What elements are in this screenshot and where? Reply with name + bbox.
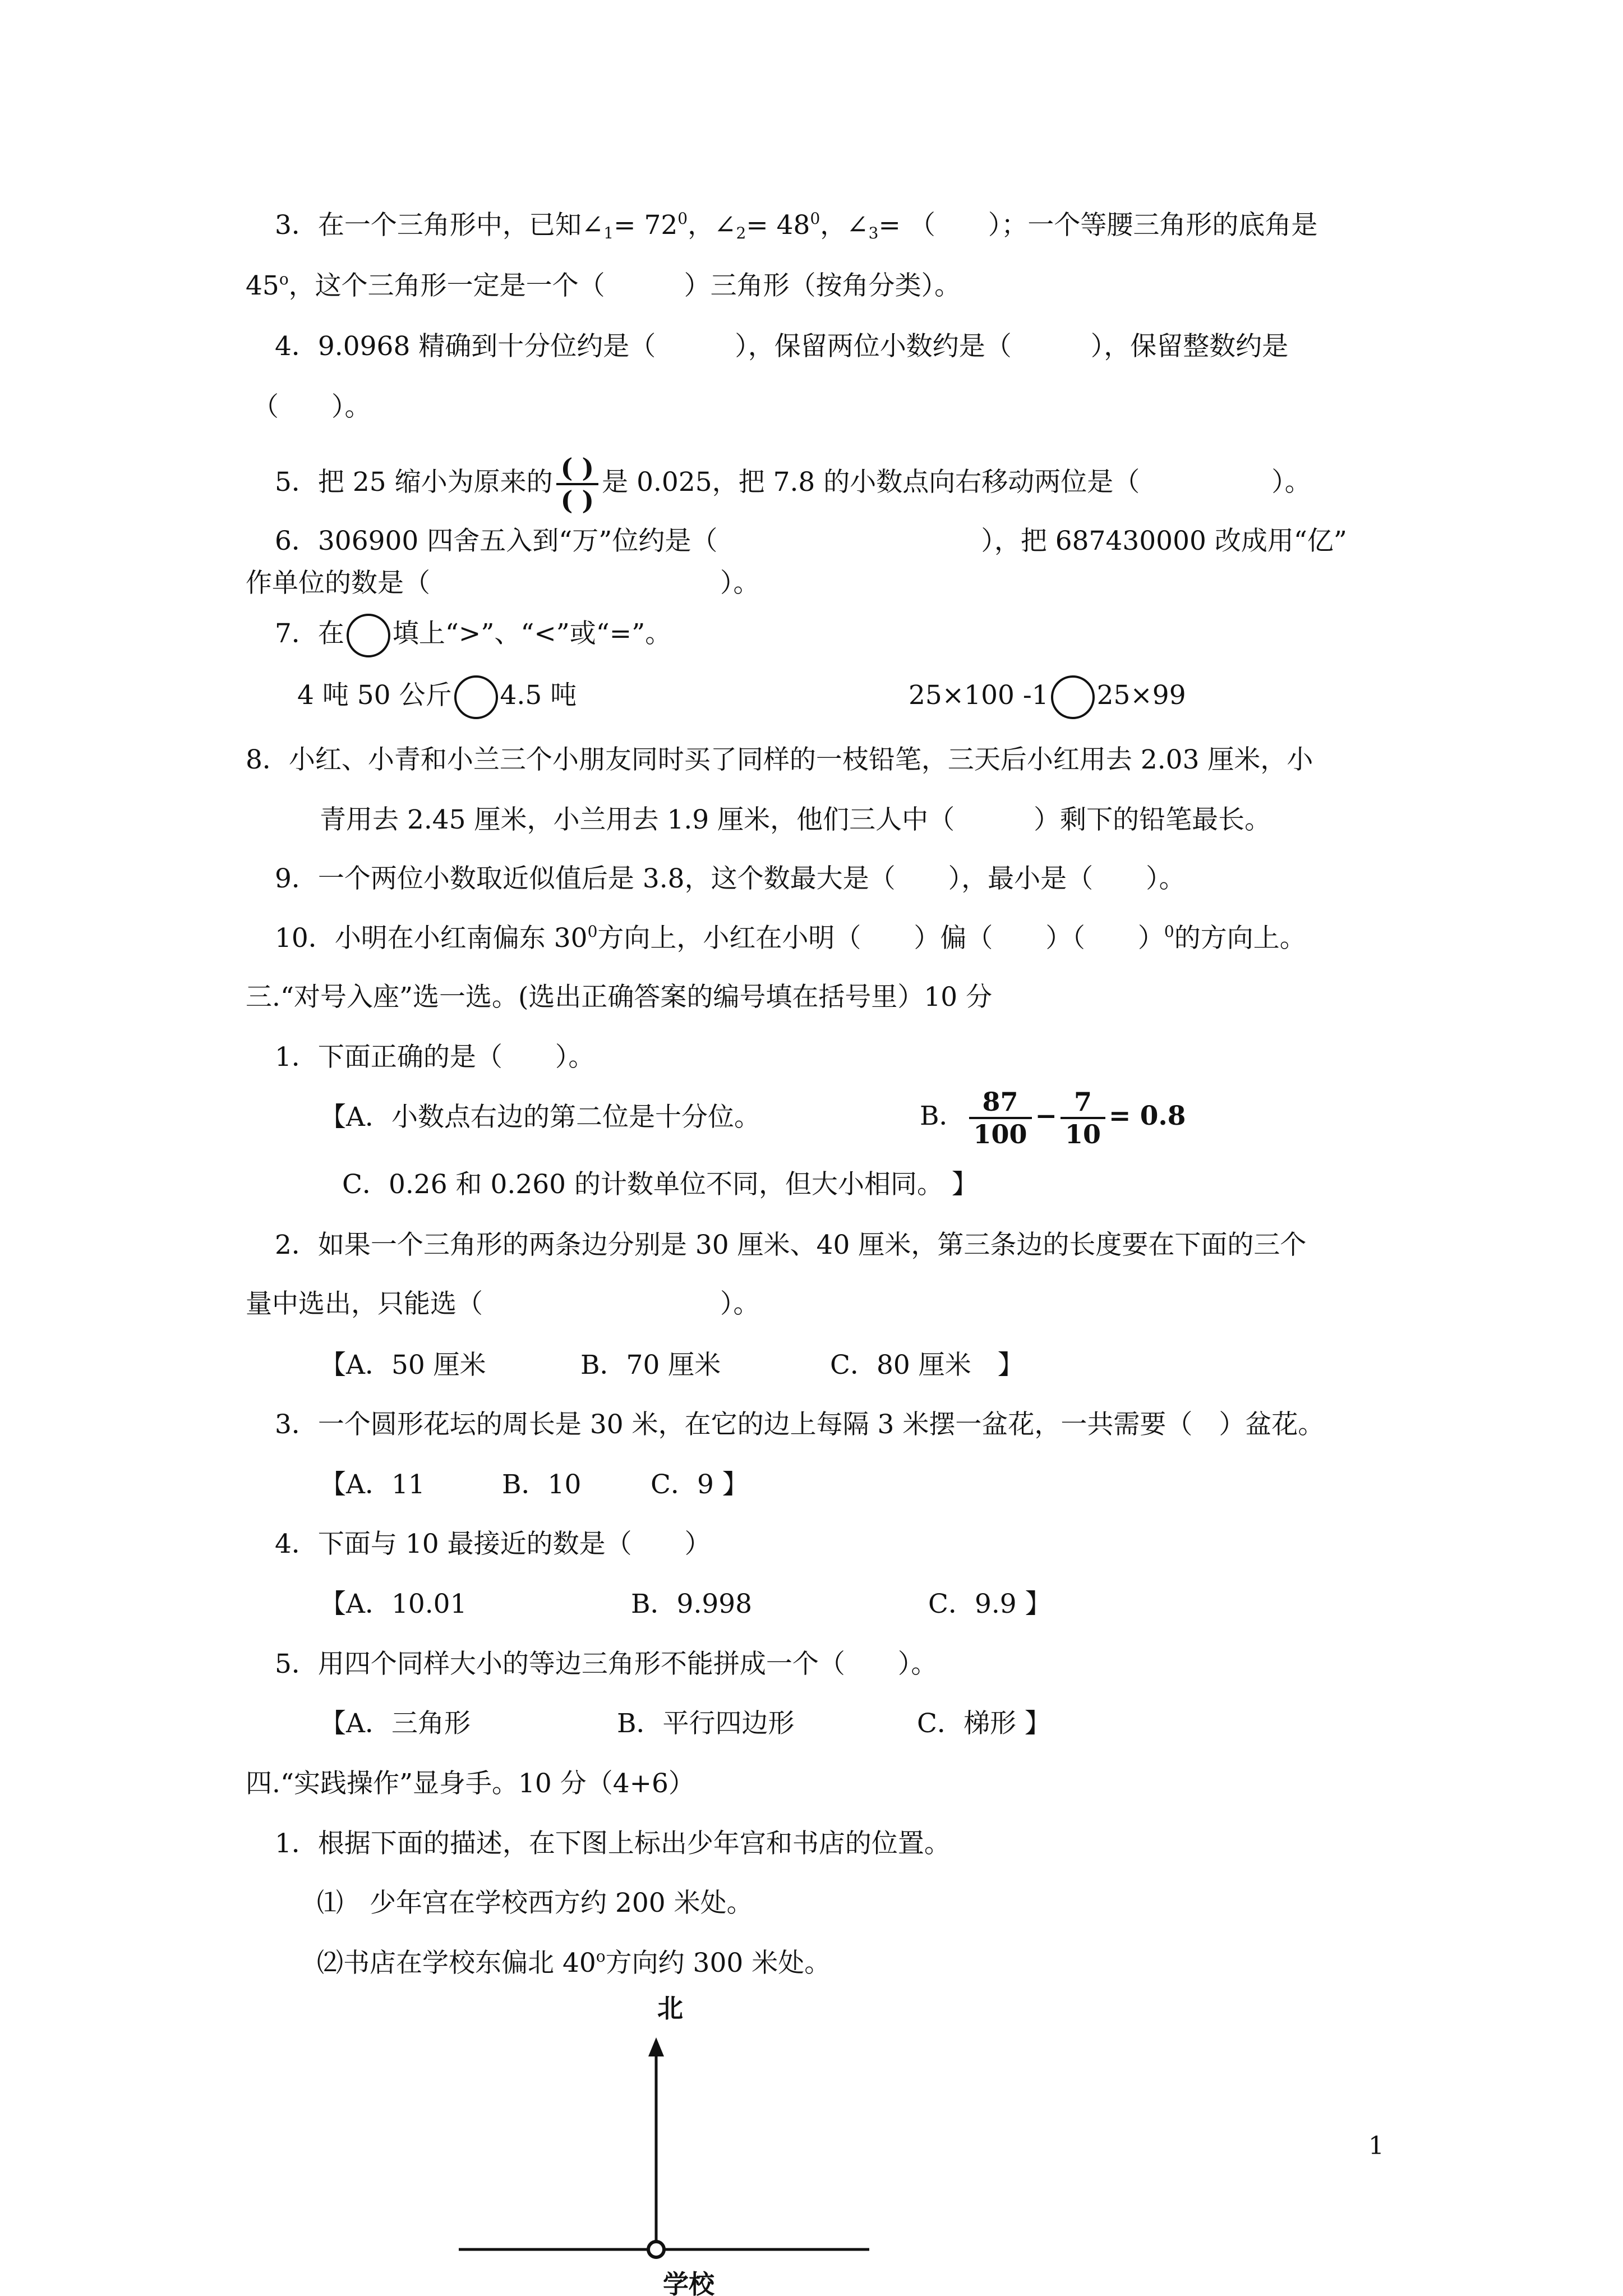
fraction-7-10: $\frac{7}{10}$	[1061, 1089, 1105, 1147]
q3-item1-optC: C．0.26 和 0.260 的计数单位不同，但大小相同。 】	[342, 1169, 978, 1200]
q3-item2-optC: C．80 厘米 】	[830, 1350, 1024, 1381]
q3-item4-optC: C．9.9 】	[928, 1589, 1052, 1619]
q3-item5-optA: 【A．三角形	[320, 1708, 471, 1739]
north-arrow-icon	[648, 2037, 664, 2056]
q3-item2-line1: 2．如果一个三角形的两条边分别是 30 厘米、40 厘米，第三条边的长度要在下面的三个	[275, 1230, 1307, 1260]
q2-item7-stem: 7．在 填上“>”、“<”或“=”。	[275, 611, 671, 657]
north-label: 北	[657, 1993, 683, 2023]
q3-item1-stem: 1．下面正确的是（ ）。	[275, 1042, 595, 1073]
q3-item3-optA: 【A．11	[320, 1469, 425, 1500]
section-3-heading: 三.“对号入座”选一选。(选出正确答案的编号填在括号里）10 分	[246, 982, 993, 1013]
q2-item4-line1: 4．9.0968 精确到十分位约是（ ），保留两位小数约是（ ），保留整数约是	[275, 331, 1289, 362]
q2-item4-line2: （ ）。	[252, 392, 371, 422]
q2-item7-compare-2: 25×100 -1 25×99	[909, 673, 1186, 719]
q2-item7-compare-1: 4 吨 50 公斤 4.5 吨	[297, 673, 577, 719]
fraction-87-100: $\frac{87}{100}$	[969, 1089, 1032, 1147]
compare-circle-icon	[454, 675, 498, 719]
q2-item8-line1: 8．小红、小青和小兰三个小朋友同时买了同样的一枝铅笔，三天后小红用去 2.03 厘米，小	[246, 744, 1313, 775]
q2-item3-line2: 45$^o$，这个三角形一定是一个（ ）三角形（按角分类）。	[246, 270, 961, 301]
q2-item8-line2: 青用去 2.45 厘米，小兰用去 1.9 厘米，他们三人中（ ）剩下的铅笔最长。	[320, 804, 1271, 835]
q3-item3-optC: C．9 】	[651, 1469, 749, 1500]
compare-circle-icon	[1051, 675, 1095, 719]
school-label: 学校	[663, 2269, 714, 2296]
school-point-icon	[648, 2242, 664, 2257]
q2-item6-line2: 作单位的数是（ ）。	[246, 568, 760, 599]
q3-item5-optC: C．梯形 】	[917, 1708, 1051, 1739]
q4-item1-point2: ⑵书店在学校东偏北 40$^o$方向约 300 米处。	[317, 1947, 831, 1978]
q2-item3-line1: 3．在一个三角形中，已知$\angle_1= 72^0$，$\angle_2= 48^0$，$\angle_3=$ （ ）；一个等腰三角形的底角是	[275, 209, 1318, 242]
compare-circle-icon	[347, 614, 390, 657]
q3-item3-stem: 3．一个圆形花坛的周长是 30 米，在它的边上每隔 3 米摆一盆花，一共需要（ ）盆花。	[275, 1409, 1325, 1440]
q3-item5-stem: 5．用四个同样大小的等边三角形不能拼成一个（ ）。	[275, 1649, 938, 1680]
q3-item2-optB: B．70 厘米	[580, 1350, 721, 1381]
q3-item4-optA: 【A．10.01	[320, 1589, 467, 1619]
q3-item3-optB: B．10	[502, 1469, 582, 1500]
q4-item1-point1: ⑴ 少年宫在学校西方约 200 米处。	[317, 1888, 753, 1918]
q2-item10: 10．小明在小红南偏东 $30^0$方向上，小红在小明（ ）偏（ ）（ ）$^0$的方向上。	[275, 922, 1306, 954]
q2-item5: 5．把 25 缩小为原来的 $\frac{( )}{( )}$ 是 0.025，把 7.8 的小数点向右移动两位是（ ）。	[275, 453, 1311, 516]
q3-item1-optB: B． $\frac{87}{100}$ − $\frac{7}{10}$ = 0.8	[920, 1087, 1186, 1149]
q2-item6-line1: 6．306900 四舍五入到“万”位约是（ ），把 687430000 改成用“亿”	[275, 526, 1347, 556]
q3-item2-optA: 【A．50 厘米	[320, 1350, 486, 1381]
q4-item1-stem: 1．根据下面的描述，在下图上标出少年宫和书店的位置。	[275, 1828, 951, 1859]
q3-item4-optB: B．9.998	[631, 1589, 753, 1619]
q2-item9: 9．一个两位小数取近似值后是 3.8，这个数最大是（ ），最小是（ ）。	[275, 863, 1186, 894]
direction-diagram	[437, 1986, 886, 2296]
q3-item4-stem: 4．下面与 10 最接近的数是（ ）	[275, 1529, 711, 1559]
q3-item5-optB: B．平行四边形	[617, 1708, 795, 1739]
blank-fraction: $\frac{( )}{( )}$	[556, 455, 599, 513]
q3-item1-optA: 【A．小数点右边的第二位是十分位。	[320, 1102, 760, 1133]
page-number: 1	[1368, 2132, 1384, 2160]
section-4-heading: 四.“实践操作”显身手。10 分（4+6）	[246, 1768, 695, 1799]
q3-item2-line2: 量中选出，只能选（ ）。	[246, 1289, 760, 1319]
